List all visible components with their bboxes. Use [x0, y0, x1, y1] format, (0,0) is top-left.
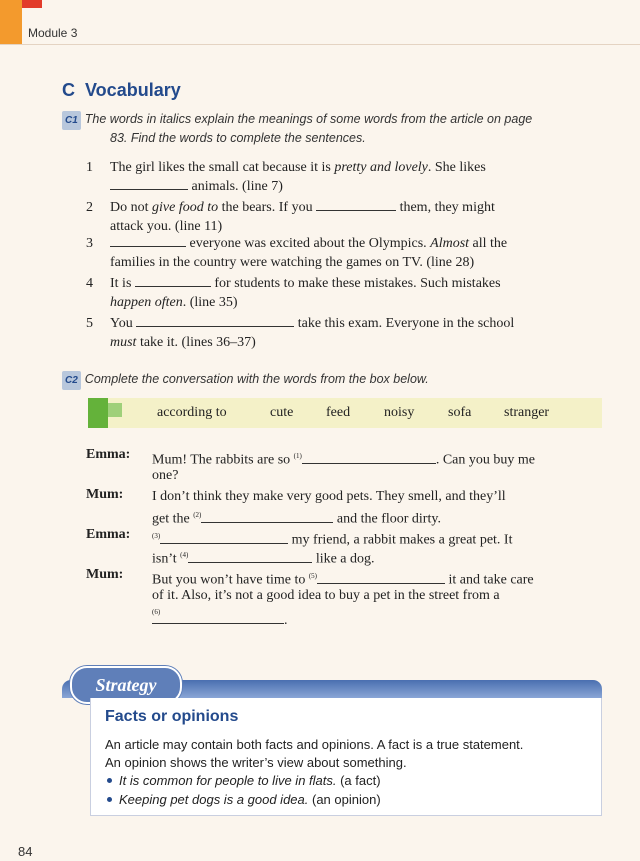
conv-text: isn’t [152, 551, 177, 567]
item-text: take it. (lines 36–37) [136, 335, 256, 350]
word-noisy: noisy [384, 405, 415, 420]
conv-text: of it. Also, it’s not a good idea to buy a pet in the street from a [152, 588, 500, 603]
bullet-icon [107, 778, 112, 783]
conv-text: get the [152, 511, 190, 527]
blank-number: (2) [193, 511, 202, 519]
strategy-text-2: An opinion shows the writer’s view about something. [105, 755, 407, 770]
item-italic: happen often [110, 295, 183, 310]
page-number: 84 [18, 844, 33, 859]
item-text: for students to make these mistakes. Such mistakes [214, 276, 501, 291]
strategy-bullet-1 [119, 772, 381, 790]
header-orange-block [0, 0, 22, 44]
section-letter: C [62, 80, 75, 100]
strategy-title: Facts or opinions [105, 708, 239, 725]
answer-blank[interactable] [136, 314, 294, 327]
item-italic: give food to [152, 200, 219, 215]
item-number: 5 [86, 316, 93, 331]
speaker: Emma: [86, 527, 131, 542]
c1-instruction [62, 110, 602, 130]
item-number: 1 [86, 160, 93, 175]
conv-text: . Can you buy me [435, 452, 535, 468]
item-text: take this exam. Everyone in the school [297, 316, 515, 331]
item-italic: Almost [430, 236, 470, 251]
answer-blank[interactable] [302, 451, 436, 464]
item-text: them, they might [399, 200, 495, 215]
word-stranger: stranger [504, 405, 550, 420]
item-text: The girl likes the small cat because it is [110, 160, 335, 175]
c2-instruction-text: Complete the conversation with the words from the box below. [84, 372, 429, 386]
blank-number: (6) [152, 608, 161, 616]
conv-text: I don’t think they make very good pets. They smell, and they’ll [152, 489, 506, 504]
bullet-italic: Keeping pet dogs is a good idea. [119, 792, 309, 807]
conv-text: my friend, a rabbit makes a great pet. It [291, 532, 513, 548]
item-text: You [110, 316, 133, 331]
answer-blank[interactable] [188, 550, 312, 563]
blank-number: (1) [293, 452, 302, 460]
strategy-text-1: An article may contain both facts and opinions. A fact is a true statement. [105, 737, 524, 752]
item-text: families in the country were watching the games on TV. (line 28) [110, 255, 475, 270]
header-divider [0, 44, 640, 45]
item-text: the bears. If you [218, 200, 313, 215]
answer-blank[interactable] [152, 611, 284, 624]
word-cute: cute [270, 405, 294, 420]
conv-text: Mum! The rabbits are so [152, 452, 291, 468]
c2-badge: C2 [62, 371, 81, 390]
conv-text: and the floor dirty. [336, 511, 441, 527]
answer-blank[interactable] [160, 531, 288, 544]
c1-instruction-line1: The words in italics explain the meanings of some words from the article on page [84, 112, 533, 126]
bullet-italic: It is common for people to live in flats. [119, 773, 337, 788]
word-box-icon-accent [108, 403, 122, 417]
c2-instruction [62, 370, 429, 390]
answer-blank[interactable] [110, 234, 186, 247]
word-according-to: according to [157, 405, 227, 420]
answer-blank[interactable] [317, 571, 445, 584]
bullet-note: (an opinion) [308, 792, 381, 807]
blank-number: (4) [180, 551, 189, 559]
item-text: attack you. (line 11) [110, 219, 223, 234]
item-text: everyone was excited about the Olympics. [189, 236, 431, 251]
answer-blank[interactable] [201, 510, 333, 523]
item-number: 4 [86, 276, 93, 291]
item-text: It is [110, 276, 132, 291]
item-text: all the [469, 236, 508, 251]
answer-blank[interactable] [135, 274, 211, 287]
conv-text: . [284, 613, 288, 628]
item-text: Do not [110, 200, 152, 215]
blank-number: (3) [152, 532, 161, 540]
conv-text: like a dog. [315, 551, 375, 567]
speaker: Emma: [86, 447, 131, 462]
answer-blank[interactable] [316, 198, 396, 211]
word-sofa: sofa [448, 405, 472, 420]
speaker: Mum: [86, 487, 124, 502]
item-number: 2 [86, 200, 93, 215]
item-text: animals. (line 7) [191, 179, 283, 194]
answer-blank[interactable] [110, 177, 188, 190]
section-name: Vocabulary [85, 80, 181, 100]
c1-instruction-line2: 83. Find the words to complete the sentences. [110, 131, 366, 145]
conv-text: it and take care [448, 572, 534, 588]
blank-number: (5) [308, 572, 318, 580]
word-feed: feed [326, 405, 351, 420]
item-italic: must [110, 335, 137, 350]
word-box-icon [88, 398, 108, 428]
module-label: Module 3 [28, 26, 78, 40]
bullet-note: (a fact) [336, 773, 381, 788]
section-title [62, 80, 181, 101]
conv-text: But you won’t have time to [152, 572, 306, 588]
speaker: Mum: [86, 567, 124, 582]
item-text: . She likes [427, 160, 486, 175]
strategy-logo: Strategy [70, 666, 182, 704]
header-red-block [22, 0, 42, 8]
bullet-icon [107, 797, 112, 802]
c1-badge: C1 [62, 111, 81, 130]
conv-text: one? [152, 468, 179, 483]
item-text: . (line 35) [182, 295, 238, 310]
strategy-bullet-2 [119, 791, 381, 809]
item-italic: pretty and lovely [334, 160, 428, 175]
item-number: 3 [86, 236, 93, 251]
